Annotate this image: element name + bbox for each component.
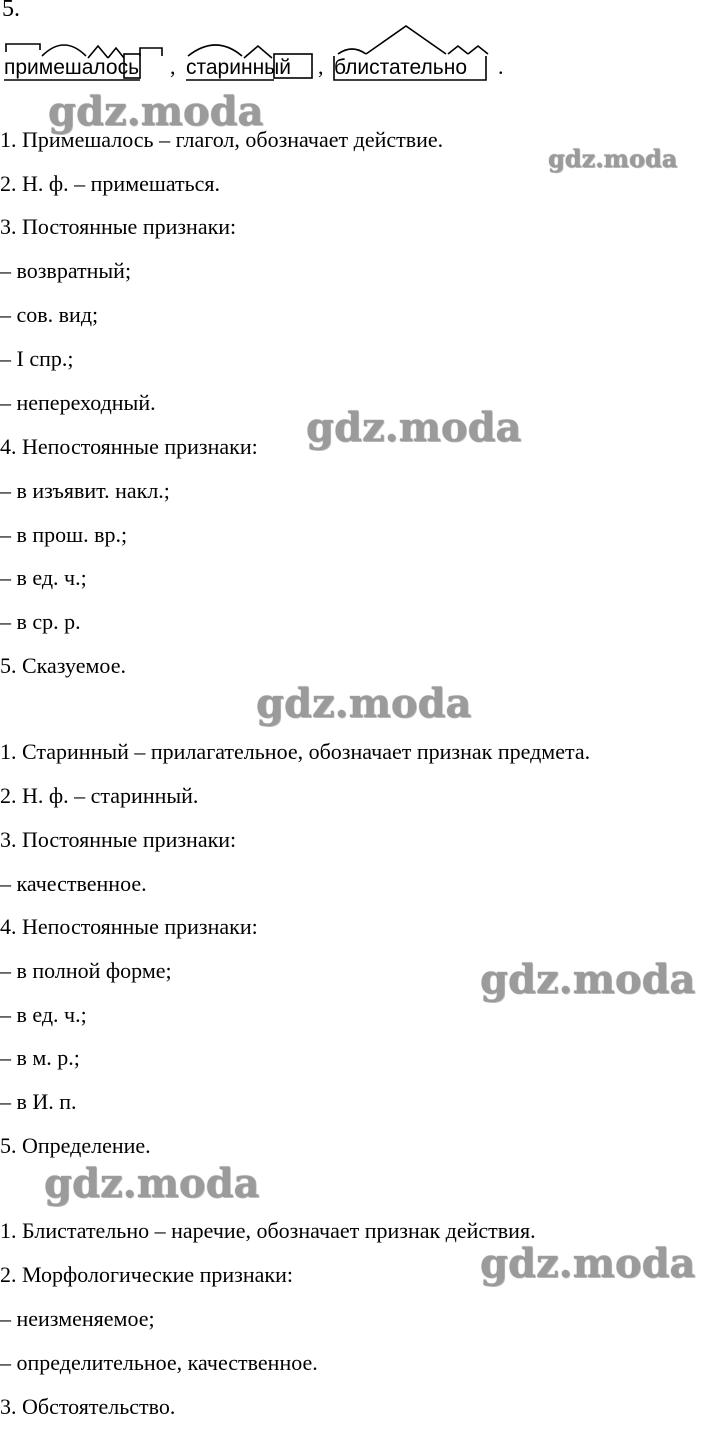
watermark-logo: gdz.moda	[44, 1160, 260, 1207]
text-line: 2. Морфологические признаки:	[0, 1262, 293, 1287]
text-line: – в ед. ч.;	[0, 565, 87, 590]
morpheme-parse-row	[4, 22, 604, 86]
text-line: – I спр.;	[0, 346, 74, 371]
comma-separator: ,	[318, 54, 324, 79]
text-line: 5. Определение.	[0, 1133, 151, 1158]
parse-word-blistatelno: блистательно	[334, 56, 468, 79]
watermark-logo: gdz.moda	[256, 680, 472, 727]
watermark-logo: gdz.moda	[480, 1240, 696, 1287]
period-mark: .	[498, 54, 504, 79]
text-line: 1. Старинный – прилагательное, обозначает признак предмета.	[0, 739, 591, 764]
morpheme-parse-diagram	[4, 22, 604, 86]
text-line: 1. Блистательно – наречие, обозначает признак действия.	[0, 1218, 536, 1243]
watermark-logo: gdz.moda	[548, 144, 678, 173]
text-line: – качественное.	[0, 871, 147, 896]
root-arc	[42, 45, 86, 56]
text-line: 3. Постоянные признаки:	[0, 827, 237, 852]
prefix-mark	[6, 44, 40, 52]
task-number: 5.	[2, 0, 20, 22]
text-line: – в м. р.;	[0, 1045, 80, 1070]
text-line: – в полной форме;	[0, 958, 172, 983]
watermark-logo: gdz.moda	[48, 88, 264, 135]
suffix-mark	[468, 46, 488, 54]
text-line: – неизменяемое;	[0, 1306, 155, 1331]
text-line: 4. Непостоянные признаки:	[0, 434, 258, 459]
watermark-logo: gdz.moda	[306, 404, 522, 451]
text-line: – в ед. ч.;	[0, 1002, 87, 1027]
text-line: 4. Непостоянные признаки:	[0, 914, 258, 939]
text-line: 3. Постоянные признаки:	[0, 214, 237, 239]
text-line: 2. Н. ф. – старинный.	[0, 783, 199, 808]
text-line: 5. Сказуемое.	[0, 653, 126, 678]
text-line: 3. Обстоятельство.	[0, 1394, 176, 1419]
text-line: – в изъявит. накл.;	[0, 478, 170, 503]
text-line: – сов. вид;	[0, 302, 99, 327]
text-line: – в И. п.	[0, 1089, 77, 1114]
text-line: – в прош. вр.;	[0, 522, 128, 547]
suffix-mark	[448, 46, 468, 54]
suffix-mark	[366, 26, 446, 54]
parse-word-primeshalos: примешалось	[4, 56, 140, 79]
watermark-logo: gdz.moda	[480, 956, 696, 1003]
text-line: – непереходный.	[0, 390, 156, 415]
text-line: – определительное, качественное.	[0, 1350, 318, 1375]
postfix-mark	[140, 48, 162, 56]
text-line: 2. Н. ф. – примешаться.	[0, 171, 221, 196]
text-line: 1. Примешалось – глагол, обозначает действие.	[0, 127, 444, 152]
root-arc	[188, 45, 242, 56]
comma-separator: ,	[170, 54, 176, 79]
text-line: – в ср. р.	[0, 609, 81, 634]
root-arc	[338, 49, 366, 54]
parse-word-starinnyi: старинный	[186, 56, 291, 79]
text-line: – возвратный;	[0, 258, 132, 283]
